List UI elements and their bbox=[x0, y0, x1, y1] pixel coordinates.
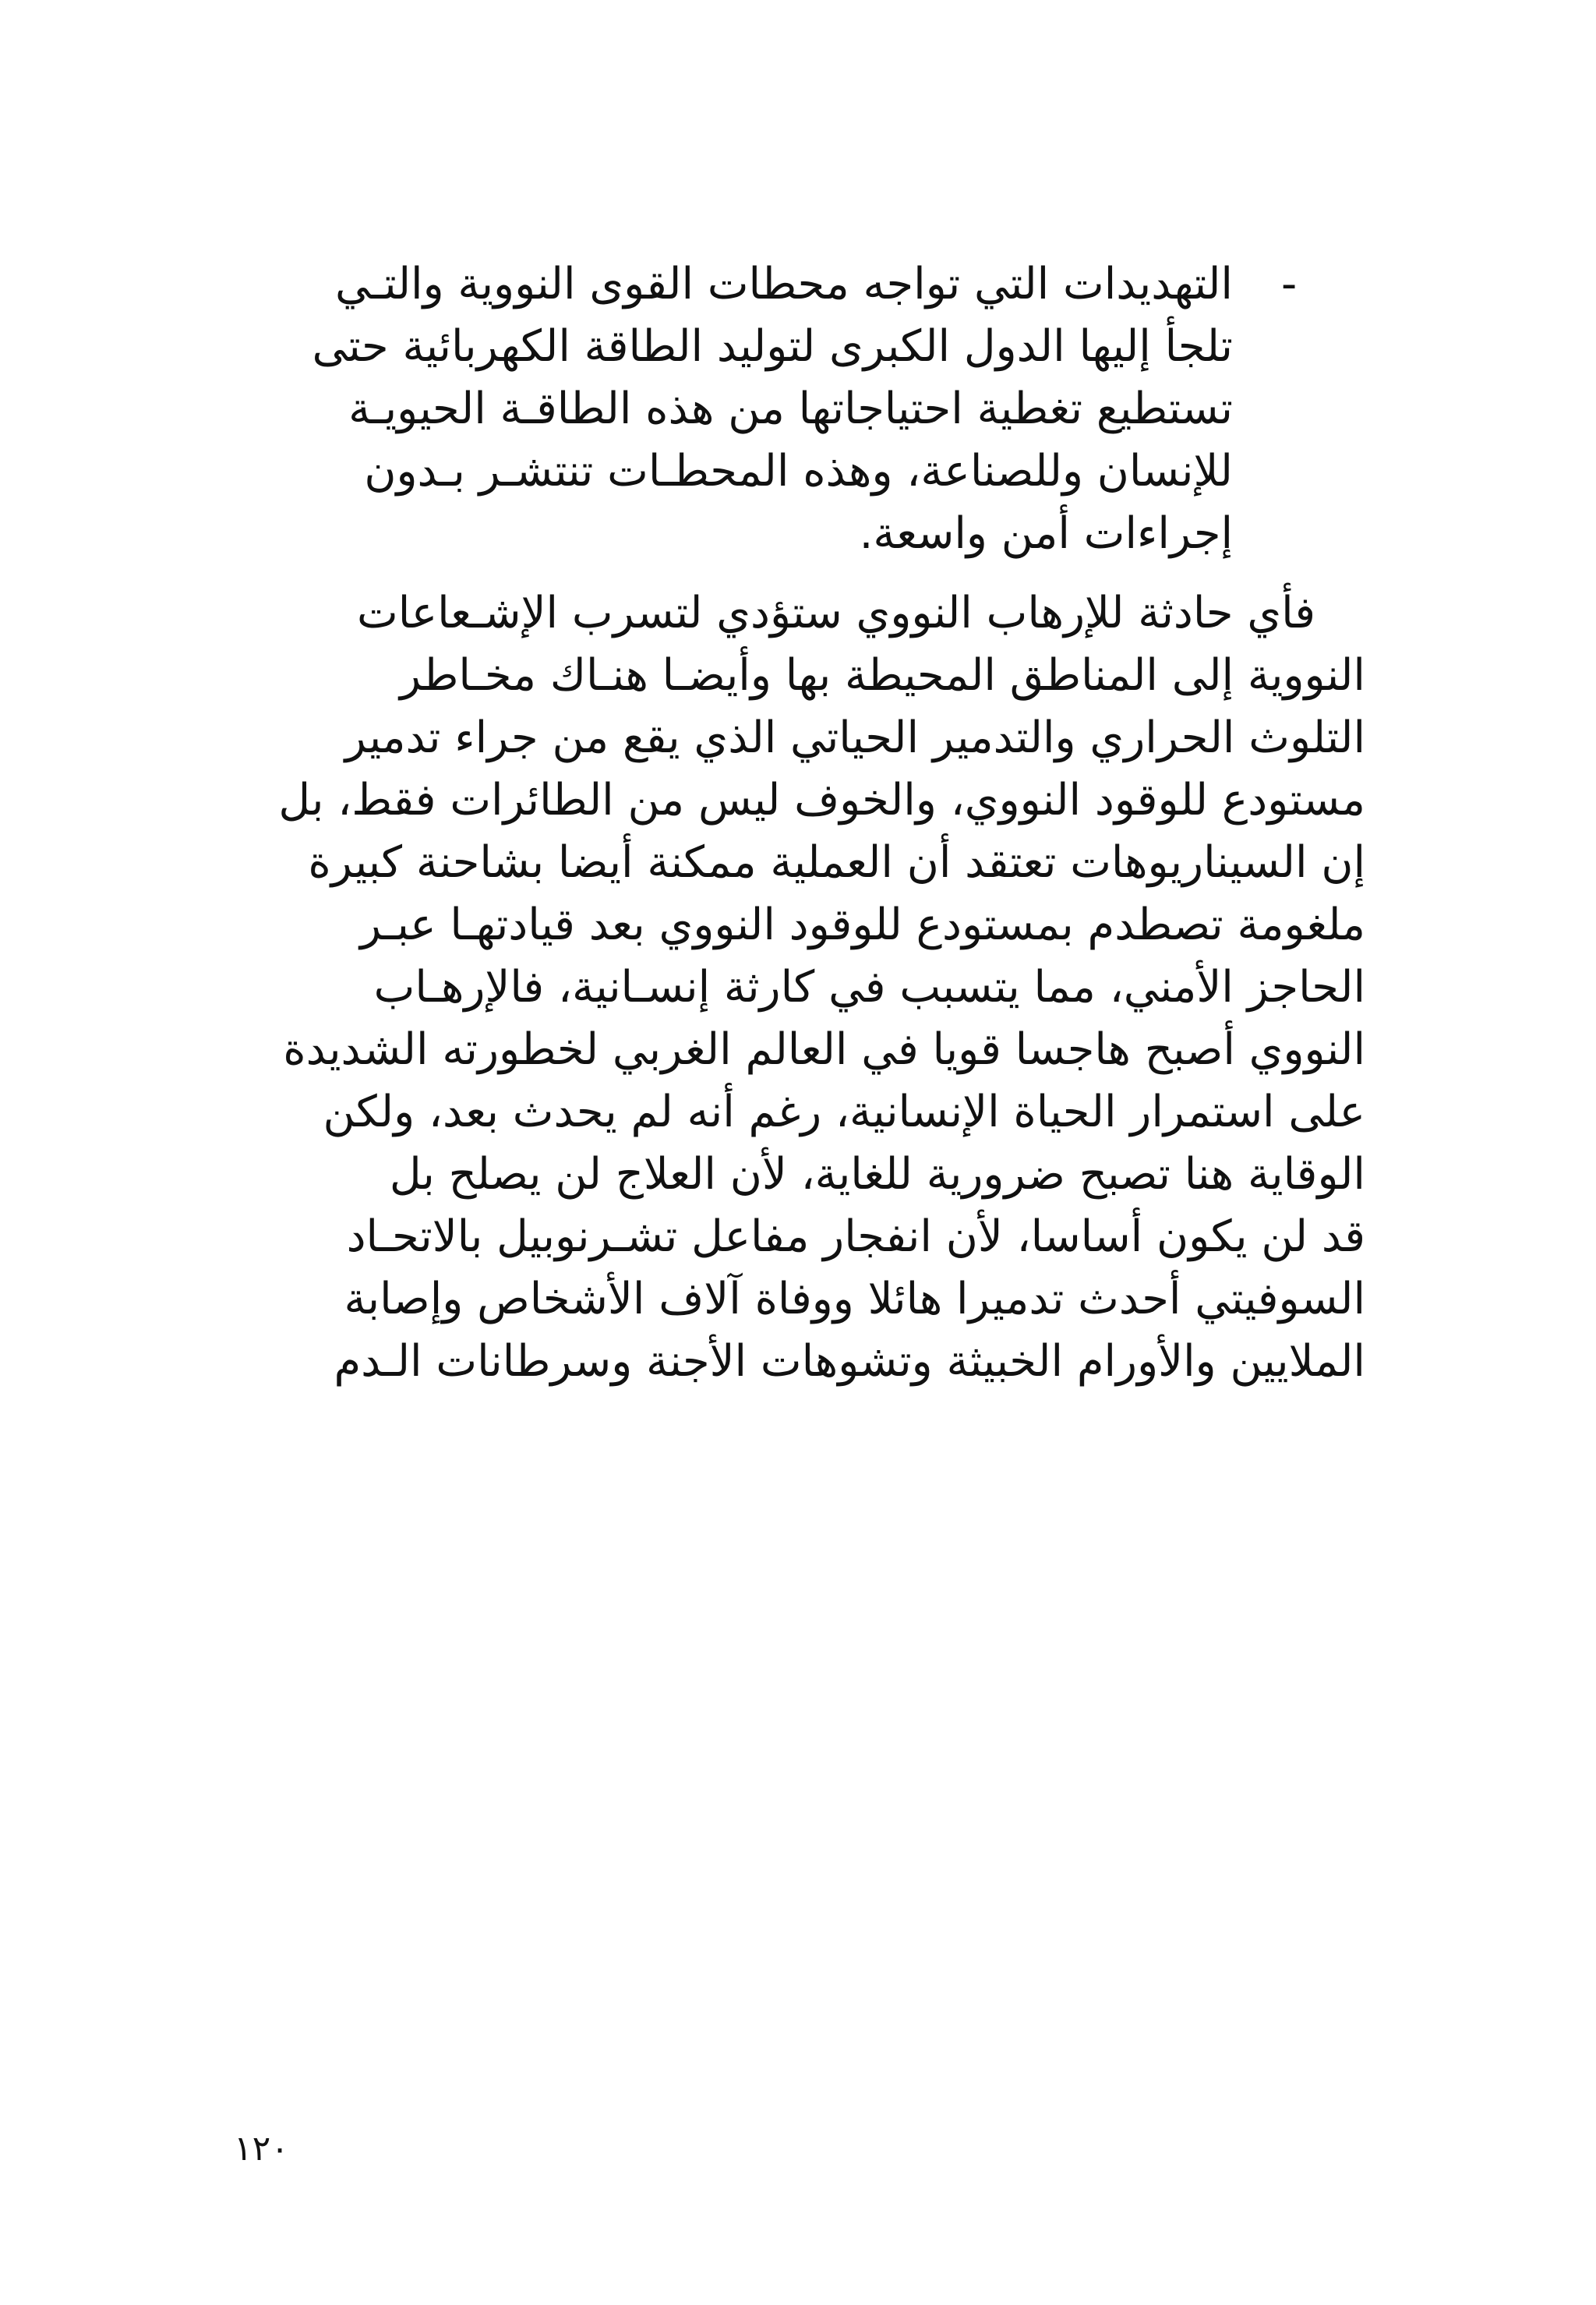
paragraph-line: فأي حادثة للإرهاب النووي ستؤدي لتسرب الإشـعاعات bbox=[356, 588, 1315, 638]
paragraph-line: ملغومة تصطدم بمستودع للوقود النووي بعد قيادتهـا عبـر bbox=[360, 900, 1365, 950]
bullet-line: تستطيع تغطية احتياجاتها من هذه الطاقـة الحيويـة bbox=[348, 384, 1233, 434]
paragraph-line: مستودع للوقود النووي، والخوف ليس من الطائرات فقط، بل bbox=[278, 775, 1365, 825]
paragraph-line: الملايين والأورام الخبيثة وتشوهات الأجنة وسرطانات الـدم bbox=[334, 1336, 1365, 1387]
page-number: ١٢٠ bbox=[234, 2129, 289, 2169]
paragraph-line: الوقاية هنا تصبح ضرورية للغاية، لأن العلاج لن يصلح بل bbox=[389, 1149, 1365, 1200]
paragraph-line: إن السيناريوهات تعتقد أن العملية ممكنة أيضا بشاحنة كبيرة bbox=[308, 837, 1365, 888]
bullet-line: تلجأ إليها الدول الكبرى لتوليد الطاقة الكهربائية حتى bbox=[312, 321, 1233, 372]
bullet-line: التهديدات التي تواجه محطات القوى النووية والتـي bbox=[334, 259, 1233, 309]
paragraph-line: النووية إلى المناطق المحيطة بها وأيضـا هنـاك مخـاطر bbox=[399, 650, 1365, 701]
paragraph-line: قد لن يكون أساسا، لأن انفجار مفاعل تشـرنوبيل بالاتحـاد bbox=[346, 1211, 1365, 1262]
paragraph-line: على استمرار الحياة الإنسانية، رغم أنه لم يحدث بعد، ولكن bbox=[323, 1087, 1365, 1137]
paragraph-line: الحاجز الأمني، مما يتسبب في كارثة إنسـانية، فالإرهـاب bbox=[373, 962, 1365, 1013]
bullet-line: إجراءات أمن واسعة. bbox=[859, 508, 1233, 559]
paragraph-line: النووي أصبح هاجسا قويا في العالم الغربي لخطورته الشديدة bbox=[283, 1024, 1365, 1075]
bullet-marker: - bbox=[1281, 259, 1298, 309]
bullet-line: للإنسان وللصناعة، وهذه المحطـات تنتشـر بـدون bbox=[364, 446, 1233, 497]
paragraph-line: السوفيتي أحدث تدميرا هائلا ووفاة آلاف الأشخاص وإصابة bbox=[344, 1274, 1365, 1324]
paragraph-line: التلوث الحراري والتدمير الحياتي الذي يقع من جراء تدمير bbox=[344, 712, 1365, 763]
